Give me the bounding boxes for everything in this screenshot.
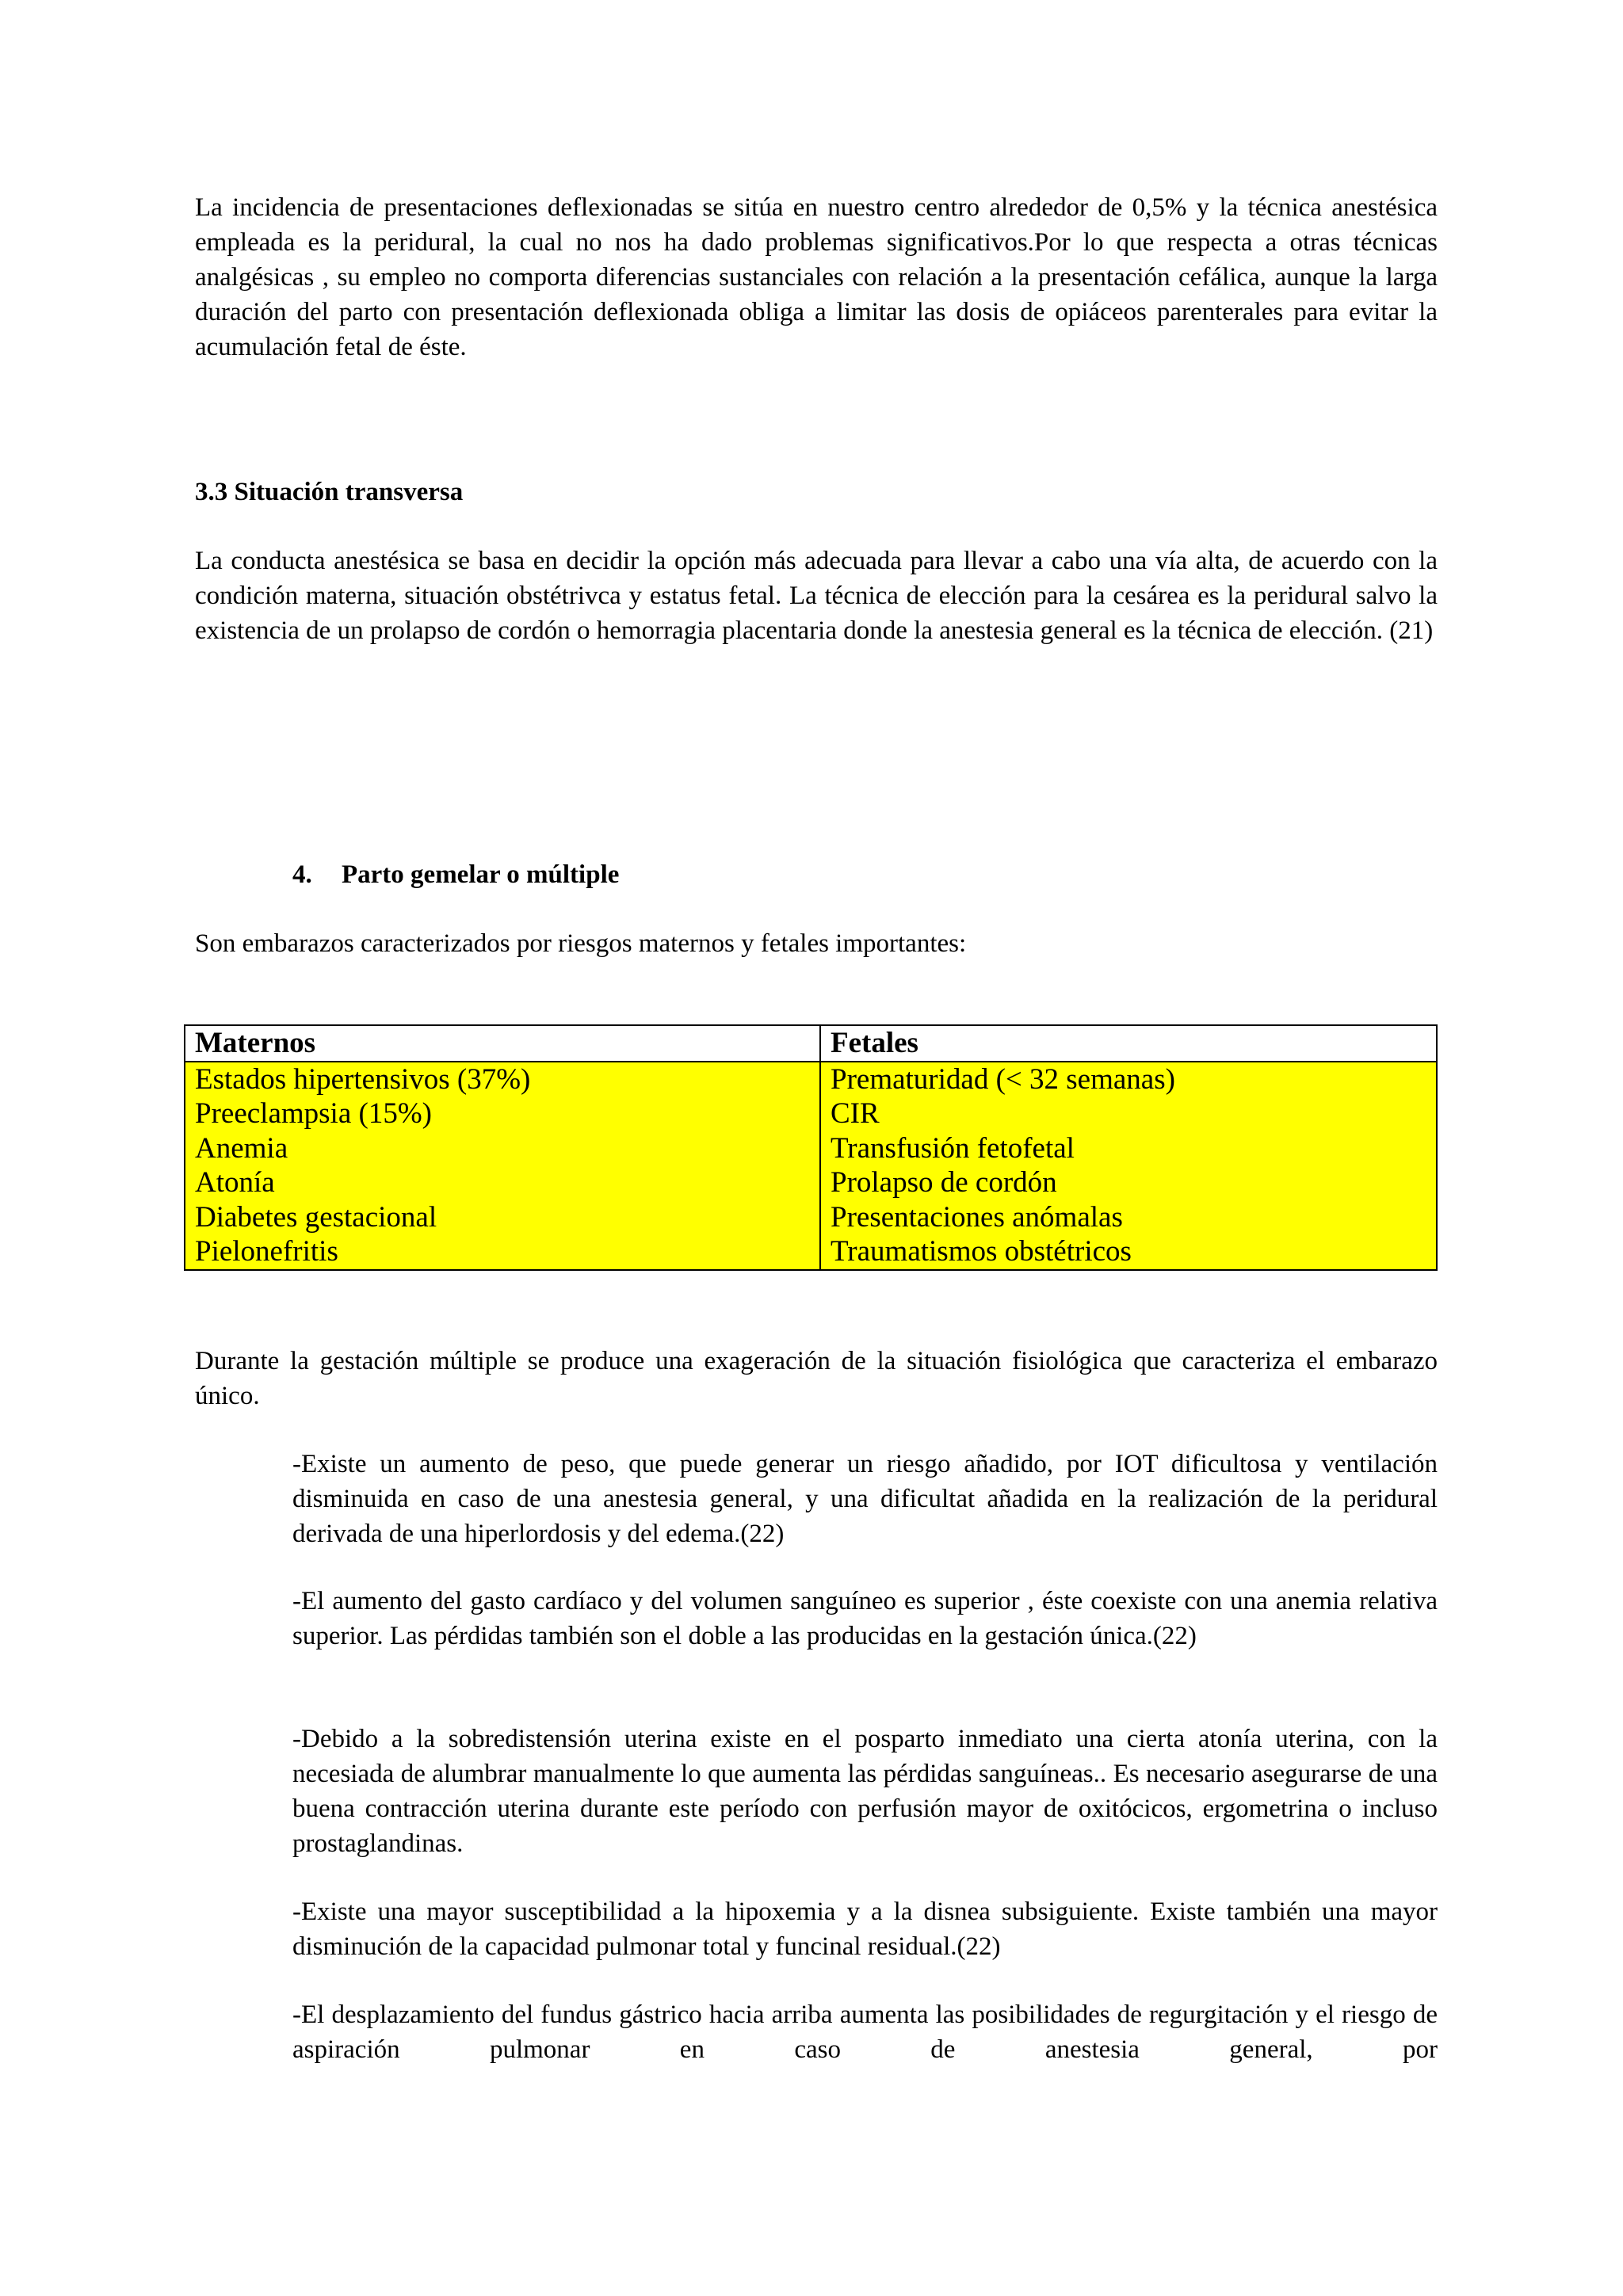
table-row [185,1062,1437,1097]
list-item-gasto-cardiaco: -El aumento del gasto cardíaco y del volumen sanguíneo es superior , éste coexiste con una anemia relativa superior. Las pérdidas también son el doble a las producidas en la gestación única.(22) [292,1587,1438,1650]
table-row [185,1097,1437,1131]
list-item-sobredistension: -Debido a la sobredistensión uterina existe en el posparto inmediato una cierta atonía uterina, con la necesiada de alumbrar manualmente lo que aumenta las pérdidas sanguíneas.. Es necesario asegurarse de una buena contracción uterina durante este período con perfusión mayor de oxitócicos, ergometrina o incluso prostaglandinas. [292,1725,1438,1858]
table-row [185,1131,1437,1166]
paragraph-gestacion-multiple: Durante la gestación múltiple se produce una exageración de la situación fisiológica que caracteriza el embarazo único. [195,1347,1438,1410]
table-cell: Presentaciones anómalas [820,1200,1437,1235]
table-cell: Anemia [185,1131,820,1166]
paragraph-situacion-transversa: La conducta anestésica se basa en decidir la opción más adecuada para llevar a cabo una vía alta, de acuerdo con la condición materna, situación obstétrivca y estatus fetal. La técnica de elección para la cesárea es la peridural salvo la existencia de un prolapso de cordón o hemorragia placentaria donde la anestesia general es la técnica de elección. (21) [195,547,1438,645]
list-item-aumento-peso: -Existe un aumento de peso, que puede generar un riesgo añadido, por IOT dificultosa y ventilación disminuida en caso de una anestesia general, y una dificultat añadida en la realización de la peridural derivada de una hiperlordosis y del edema.(22) [292,1450,1438,1548]
table-cell: Diabetes gestacional [185,1200,820,1235]
risk-table [184,1024,1438,1271]
table-row [185,1200,1437,1235]
table-cell: Prematuridad (< 32 semanas) [820,1062,1437,1097]
list-item-fundus-gastrico: -El desplazamiento del fundus gástrico hacia arriba aumenta las posibilidades de regurgitación y el riesgo de aspiración pulmonar en caso de anestesia general, por [292,2000,1438,2064]
section-title: Parto gemelar o múltiple [342,860,620,889]
table-cell: Pielonefritis [185,1234,820,1270]
table-cell: Traumatismos obstétricos [820,1234,1437,1270]
table-cell: Estados hipertensivos (37%) [185,1062,820,1097]
table-cell: Transfusión fetofetal [820,1131,1437,1166]
section-heading-parto-gemelar [292,857,619,892]
paragraph-deflexionadas: La incidencia de presentaciones deflexionadas se sitúa en nuestro centro alrededor de 0,5% y la técnica anestésica empleada es la peridural, la cual no nos ha dado problemas significativos.Por lo que respecta a otras técnicas analgésicas , su empleo no comporta diferencias sustanciales con relación a la presentación cefálica, aunque la larga duración del parto con presentación deflexionada obliga a limitar las dosis de opiáceos parenterales para evitar la acumulación fetal de éste. [195,193,1438,361]
table-row [185,1165,1437,1200]
table-cell: Atonía [185,1165,820,1200]
table-cell: Preeclampsia (15%) [185,1097,820,1131]
table-header-fetales: Fetales [820,1025,1437,1062]
list-item-hipoxemia: -Existe una mayor susceptibilidad a la hipoxemia y a la disnea subsiguiente. Existe también una mayor disminución de la capacidad pulmonar total y funcinal residual.(22) [292,1897,1438,1961]
table-header-maternos: Maternos [185,1025,820,1062]
table-header-row [185,1025,1437,1062]
table-row [185,1234,1437,1270]
section-heading-situacion-transversa: 3.3 Situación transversa [195,478,464,506]
table-cell: Prolapso de cordón [820,1165,1437,1200]
table-cell: CIR [820,1097,1437,1131]
paragraph-riesgos-intro: Son embarazos caracterizados por riesgos maternos y fetales importantes: [195,929,967,958]
section-number: 4. [292,860,312,889]
